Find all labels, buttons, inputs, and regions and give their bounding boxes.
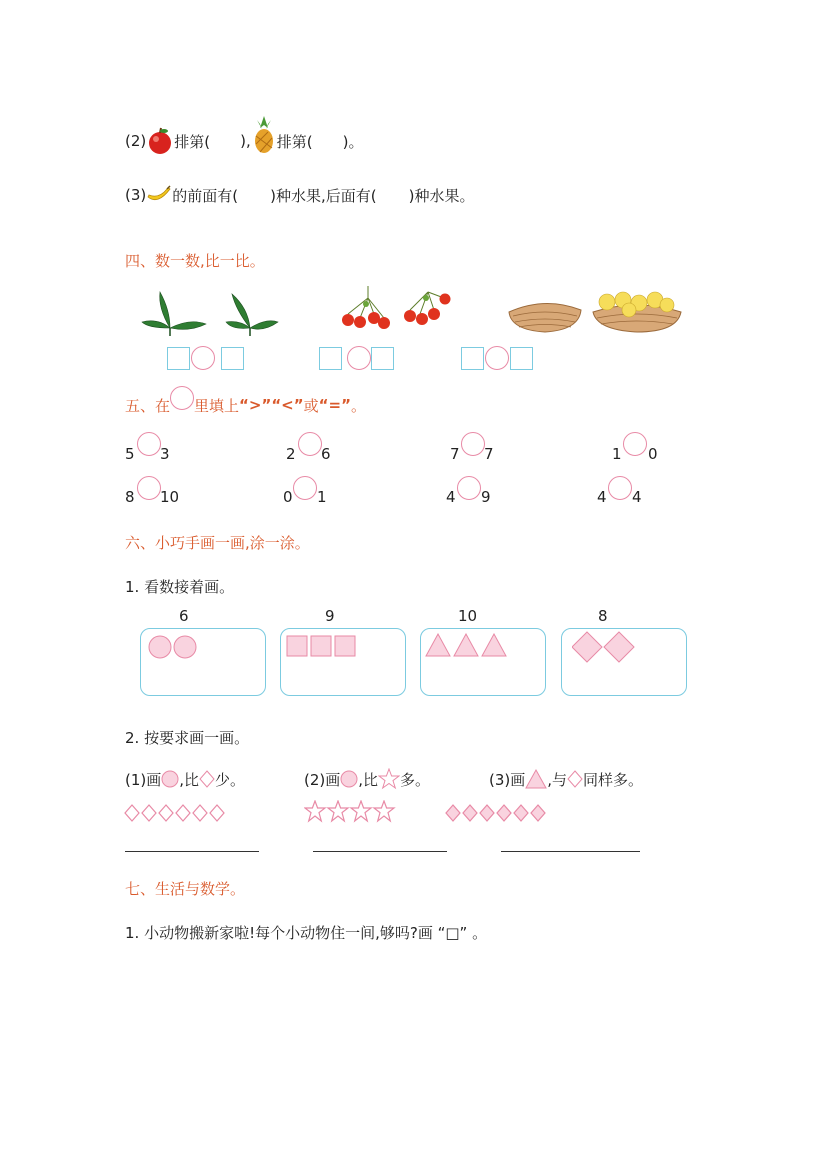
answer-line[interactable]	[501, 851, 640, 852]
requirement-item-1	[125, 768, 245, 790]
circle-icon	[161, 770, 179, 788]
circle-icon	[340, 770, 358, 788]
section-5-title-b: 里填上	[194, 396, 240, 415]
compare-right-number: 7	[484, 445, 494, 463]
answer-box[interactable]	[461, 347, 484, 370]
diamond-icon	[567, 770, 583, 788]
target-number: 9	[325, 607, 335, 625]
item-2-text-a: (2)画	[304, 770, 341, 789]
section-5-heading	[125, 390, 366, 420]
target-number: 8	[598, 607, 608, 625]
item-1-text-b: ,比	[179, 770, 200, 789]
requirement-item-3	[489, 768, 643, 790]
section-5-end: 。	[350, 396, 366, 415]
diamonds-icon	[572, 631, 638, 665]
section-5-or: 或	[303, 396, 319, 415]
question-2-label: (2)	[125, 132, 147, 150]
star-row-four	[304, 800, 398, 824]
question-3-label: (3)	[125, 186, 147, 204]
drawing-box-diamonds[interactable]	[561, 628, 687, 696]
question-3-text-2: )种水果,后面有(	[270, 186, 377, 205]
circle-icon	[170, 386, 194, 410]
answer-box[interactable]	[221, 347, 244, 370]
section-7-sub-1: 1. 小动物搬新家啦!每个小动物住一间,够吗?画 “□” 。	[125, 924, 488, 942]
compare-right-number: 1	[317, 488, 327, 506]
section-6-sub-2: 2. 按要求画一画。	[125, 729, 250, 747]
compare-right-number: 4	[632, 488, 642, 506]
target-number: 10	[458, 607, 478, 625]
compare-circle[interactable]	[485, 346, 509, 370]
compare-circle[interactable]	[623, 432, 647, 456]
compare-circle[interactable]	[461, 432, 485, 456]
compare-group-2	[319, 346, 394, 370]
apple-icon	[146, 127, 174, 155]
compare-circle[interactable]	[293, 476, 317, 500]
compare-circle[interactable]	[191, 346, 215, 370]
compare-right-number: 10	[160, 488, 180, 506]
item-3-text-c: 同样多。	[583, 770, 644, 789]
section-5-title-a: 五、在	[125, 396, 171, 415]
banana-icon	[146, 185, 172, 205]
question-3-text-3: )种水果。	[408, 186, 475, 205]
target-number: 6	[179, 607, 189, 625]
drawing-box-circles[interactable]	[140, 628, 266, 696]
equal-symbol: “=”	[318, 396, 351, 414]
section-6-heading: 六、小巧手画一画,涂一涂。	[125, 534, 310, 552]
drawing-box-squares[interactable]	[280, 628, 406, 696]
section-7-heading: 七、生活与数学。	[125, 880, 246, 898]
question-2-row	[125, 126, 363, 156]
squares-icon	[286, 635, 360, 659]
compare-group-1	[167, 346, 244, 370]
compare-left-number: 4	[597, 488, 607, 506]
item-2-text-c: 多。	[400, 770, 431, 789]
diamond-row-six-filled	[445, 804, 553, 822]
compare-circle[interactable]	[137, 476, 161, 500]
tomatoes-illustration	[338, 284, 456, 332]
compare-right-number: 9	[481, 488, 491, 506]
question-3-text-1: 的前面有(	[172, 186, 239, 205]
compare-circle[interactable]	[347, 346, 371, 370]
leaves-illustration	[140, 288, 280, 340]
item-1-text-a: (1)画	[125, 770, 162, 789]
less-symbol: “<”	[271, 396, 304, 414]
section-6-sub-1: 1. 看数接着画。	[125, 578, 235, 596]
question-2-text-4: )。	[342, 132, 364, 151]
compare-left-number: 4	[446, 488, 456, 506]
section-4-heading: 四、数一数,比一比。	[125, 252, 265, 270]
compare-right-number: 0	[648, 445, 658, 463]
compare-left-number: 2	[286, 445, 296, 463]
diamond-row-six	[124, 804, 230, 822]
compare-right-number: 3	[160, 445, 170, 463]
item-3-text-b: ,与	[547, 770, 568, 789]
answer-line[interactable]	[125, 851, 259, 852]
answer-box[interactable]	[319, 347, 342, 370]
answer-box[interactable]	[167, 347, 190, 370]
requirement-item-2	[304, 768, 430, 790]
compare-right-number: 6	[321, 445, 331, 463]
circles-icon	[147, 633, 201, 663]
question-2-text-1: 排第(	[174, 132, 211, 151]
compare-circle[interactable]	[298, 432, 322, 456]
answer-box[interactable]	[510, 347, 533, 370]
question-3-row	[125, 181, 474, 209]
answer-line[interactable]	[313, 851, 447, 852]
drawing-box-triangles[interactable]	[420, 628, 546, 696]
compare-circle[interactable]	[137, 432, 161, 456]
compare-left-number: 0	[283, 488, 293, 506]
item-2-text-b: ,比	[358, 770, 379, 789]
item-3-text-a: (3)画	[489, 770, 526, 789]
compare-left-number: 5	[125, 445, 135, 463]
diamond-icon	[199, 770, 215, 788]
question-2-text-3: 排第(	[276, 132, 313, 151]
compare-left-number: 7	[450, 445, 460, 463]
compare-circle[interactable]	[608, 476, 632, 500]
compare-circle[interactable]	[457, 476, 481, 500]
nests-illustration	[505, 288, 685, 336]
star-icon	[378, 768, 400, 790]
compare-left-number: 1	[612, 445, 622, 463]
compare-left-number: 8	[125, 488, 135, 506]
answer-box[interactable]	[371, 347, 394, 370]
question-2-text-2: ),	[240, 132, 251, 150]
item-1-text-c: 少。	[215, 770, 246, 789]
compare-group-3	[461, 346, 533, 370]
greater-symbol: “>”	[239, 396, 272, 414]
triangles-icon	[425, 633, 509, 659]
pineapple-icon	[251, 114, 277, 154]
triangle-icon	[525, 769, 547, 789]
